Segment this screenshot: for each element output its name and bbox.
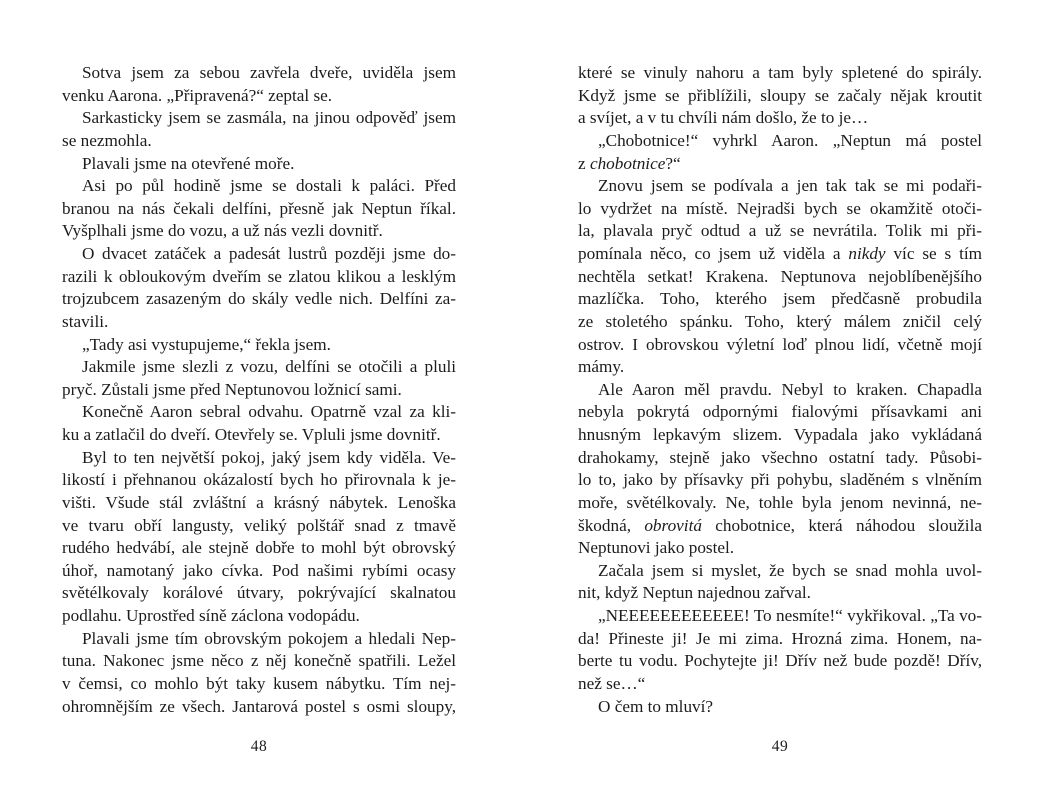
text-run: Konečně Aaron sebral odvahu. Opatrně vzal za kli- — [82, 402, 456, 422]
text-run-group — [578, 493, 982, 512]
italic-text-run: nikdy — [848, 244, 886, 263]
text-line — [578, 424, 982, 447]
text-run-group — [578, 86, 982, 105]
text-line — [578, 62, 982, 85]
text-line — [62, 537, 456, 560]
text-run-group — [578, 289, 982, 308]
text-run: z — [578, 153, 590, 173]
text-run: v čemsi, co mohlo být taky kusem nábytku. Tím nej- — [62, 673, 456, 693]
text-line — [62, 198, 456, 221]
text-line — [578, 696, 982, 719]
text-run-group — [82, 63, 456, 82]
text-run-group — [578, 448, 982, 467]
text-run: drahokamy, stejně jako všechno ostatní tady. Působi- — [578, 447, 982, 467]
text-line — [62, 424, 456, 447]
text-run: Začala jsem si myslet, že bych se snad mohla uvol- — [598, 560, 982, 580]
text-run: Neptunovi jako postel. — [578, 538, 735, 558]
text-run: rudého hedvábí, ale stejně dobře to mohl být obrovský — [62, 538, 456, 558]
text-line — [62, 153, 456, 176]
text-run-group — [578, 583, 811, 602]
text-run-group — [62, 131, 152, 150]
text-line — [62, 85, 456, 108]
text-run-group — [578, 63, 982, 82]
text-line — [578, 447, 982, 470]
text-run: „Chobotnice!“ vyhrkl Aaron. „Neptun má postel — [598, 130, 982, 150]
text-line — [578, 560, 982, 583]
text-run-group — [578, 425, 982, 444]
text-run-group — [82, 402, 456, 421]
text-run-group — [578, 516, 982, 535]
text-run: Byl to ten největší pokoj, jaký jsem kdy viděla. Ve- — [82, 447, 456, 467]
text-run: ?“ — [665, 153, 681, 173]
text-run-group — [598, 697, 713, 716]
text-line — [578, 515, 982, 538]
text-line — [578, 673, 982, 696]
text-run-group — [62, 425, 441, 444]
text-run: pryč. Zůstali jsme před Neptunovou ložnicí sami. — [62, 379, 402, 399]
text-line — [578, 130, 982, 153]
text-run-group — [578, 629, 982, 648]
text-run: Ale Aaron měl pravdu. Nebyl to kraken. Chapadla — [598, 379, 982, 399]
text-run: mámy. — [578, 357, 625, 377]
text-run-group — [82, 335, 331, 354]
italic-text-run: chobotnice — [589, 153, 666, 173]
text-line — [62, 605, 456, 628]
text-run: nebyla pokrytá odpornými fialovými přísavkami ani — [578, 402, 982, 422]
text-run: Plavali jsme tím obrovským pokojem a hledali Nep- — [82, 628, 456, 648]
text-run-group — [62, 606, 360, 625]
text-run-group — [82, 357, 456, 376]
text-line — [578, 492, 982, 515]
text-run: ostrov. I obrovskou výletní loď plnou lidí, včetně mojí — [578, 334, 982, 354]
text-run: a svíjet, a v tu chvíli nám došlo, že to je… — [578, 108, 869, 128]
page-right-text-block — [578, 62, 982, 718]
text-run: nechtěla setkat! Krakena. Neptunova nejoblíbenějšího — [578, 266, 982, 286]
text-line — [578, 198, 982, 221]
text-run-group — [578, 221, 982, 240]
text-run-group — [62, 493, 456, 512]
text-run: berte tu vodu. Pochytejte ji! Dřív než bude pozdě! Dřív, — [578, 651, 982, 671]
text-run-group — [578, 244, 982, 263]
text-run-group — [578, 199, 982, 218]
text-run: razili k obloukovým dveřím se zlatou klikou a lesklým — [62, 266, 456, 286]
text-line — [62, 334, 456, 357]
text-run: višti. Všude stál zvláštní a krásný nábytek. Lenoška — [62, 492, 456, 512]
text-run: nit, když Neptun najednou zařval. — [578, 583, 811, 603]
text-run-group — [578, 312, 982, 331]
text-run: branou na nás čekali delfíni, přesně jak Neptun říkal. — [62, 198, 456, 218]
text-run-group — [598, 131, 982, 150]
text-run: pomínala něco, co jsem už viděla a — [578, 244, 849, 263]
text-run: víc se s tím — [885, 244, 982, 263]
text-run: se nezmohla. — [62, 130, 152, 150]
text-line — [62, 469, 456, 492]
text-line — [62, 266, 456, 289]
text-line — [578, 175, 982, 198]
page-left-text-block — [62, 62, 456, 718]
text-run-group — [578, 674, 645, 693]
text-run: Když jsme se přiblížili, sloupy se začaly nějak kroutit — [578, 85, 982, 105]
text-run: O dvacet zatáček a padesát lustrů později jsme do- — [82, 244, 456, 263]
text-run-group — [62, 470, 456, 489]
text-line — [578, 582, 982, 605]
text-line — [62, 175, 456, 198]
text-line — [578, 605, 982, 628]
text-run-group — [62, 267, 456, 286]
text-line — [578, 356, 982, 379]
text-run: da! Přineste ji! Je mi zima. Hrozná zima. Honem, na- — [578, 628, 982, 648]
text-line — [62, 560, 456, 583]
text-run: světélkovaly korálové útvary, pokrývající skalnatou — [62, 583, 456, 603]
text-run-group — [62, 674, 456, 693]
text-line — [62, 379, 456, 402]
text-line — [62, 288, 456, 311]
text-run: ve tvaru obří langusty, veliký polštář snad z tmavě — [62, 515, 456, 535]
text-run: lo vydržet na místě. Nejradši bych se okamžitě otoči- — [578, 198, 982, 218]
text-run-group — [62, 289, 456, 308]
text-line — [578, 537, 982, 560]
text-run: Znovu jsem se podívala a jen tak tak se mi podaři- — [598, 176, 982, 196]
text-run: než se…“ — [578, 673, 646, 693]
text-run: které se vinuly nahoru a tam byly spletené do spirály. — [578, 63, 982, 82]
text-run: podlahu. Uprostřed síně záclona vodopádu. — [62, 606, 360, 625]
text-line — [62, 492, 456, 515]
text-run: stavili. — [62, 311, 109, 331]
text-run: škodná, — [578, 515, 645, 535]
italic-text-run: obrovitá — [644, 515, 702, 535]
text-run-group — [578, 402, 982, 421]
text-line — [62, 220, 456, 243]
text-line — [578, 469, 982, 492]
text-line — [578, 288, 982, 311]
text-run-group — [578, 357, 624, 376]
text-run: likostí i přehnanou okázalostí bych ho přirovnala k je- — [62, 470, 456, 490]
text-line — [62, 311, 456, 334]
text-run: Asi po půl hodině jsme se dostali k paláci. Před — [82, 176, 456, 196]
text-run: ku a zatlačil do dveří. Otevřely se. Vpluli jsme dovnitř. — [62, 425, 441, 444]
text-run: hnusným lepkavým slizem. Vypadala jako vykládaná — [578, 425, 982, 444]
text-run-group — [62, 86, 332, 105]
page-number-right: 49 — [771, 738, 789, 755]
text-run: chobotnice, která náhodou sloužila — [701, 515, 982, 535]
text-run: „NEEEEEEEEEEEE! To nesmíte!“ vykřikoval. „Ta vo- — [598, 606, 982, 625]
text-run-group — [578, 335, 982, 354]
text-run-group — [598, 606, 982, 625]
text-line — [578, 243, 982, 266]
text-line — [578, 650, 982, 673]
text-run-group — [578, 470, 982, 489]
text-run: trojzubcem zasazeným do skály vedle nich. Delfíni za- — [62, 289, 456, 309]
text-run: Sotva jsem za sebou zavřela dveře, uviděla jsem — [82, 63, 456, 82]
text-run: tuna. Nakonec jsme něco z něj konečně spatřili. Ležel — [62, 651, 456, 671]
text-line — [62, 673, 456, 696]
text-line — [578, 334, 982, 357]
text-run-group — [578, 267, 982, 286]
text-run-group — [62, 221, 383, 240]
text-run: Jakmile jsme slezli z vozu, delfíni se otočili a pluli — [82, 357, 456, 377]
text-run-group — [578, 154, 681, 173]
text-line — [578, 85, 982, 108]
text-line — [578, 266, 982, 289]
text-run-group — [598, 561, 982, 580]
text-line — [62, 356, 456, 379]
page-number-left: 48 — [250, 738, 268, 755]
text-line — [578, 107, 982, 130]
text-line — [62, 130, 456, 153]
text-line — [578, 401, 982, 424]
text-run: venku Aarona. „Připravená?“ zeptal se. — [62, 85, 333, 105]
text-line — [578, 311, 982, 334]
text-run-group — [82, 448, 456, 467]
text-run-group — [62, 561, 456, 580]
text-run-group — [82, 629, 456, 648]
text-run-group — [578, 538, 734, 557]
text-run-group — [62, 199, 456, 218]
text-run: moře, světélkovaly. Ne, tohle byla jenom nevinná, ne- — [578, 492, 982, 512]
text-run: Vyšplhali jsme do vozu, a už nás vezli dovnitř. — [62, 221, 383, 241]
text-run-group — [62, 380, 402, 399]
text-line — [578, 220, 982, 243]
text-run: lo to, jako by přísavky při pohybu, sladěném s vlněním — [578, 470, 982, 490]
text-run: la, plavala pryč odtud a už se nevrátila. Tolik mi při- — [578, 221, 982, 241]
text-run-group — [62, 312, 108, 331]
text-line — [62, 62, 456, 85]
text-line — [62, 107, 456, 130]
text-line — [62, 401, 456, 424]
text-line — [62, 515, 456, 538]
text-line — [578, 628, 982, 651]
text-line — [62, 447, 456, 470]
text-run-group — [62, 516, 456, 535]
text-run-group — [62, 538, 456, 557]
text-line — [62, 628, 456, 651]
text-run: Plavali jsme na otevřené moře. — [82, 153, 295, 173]
text-run-group — [578, 651, 982, 670]
text-line — [578, 379, 982, 402]
text-line — [62, 582, 456, 605]
text-line — [62, 696, 456, 719]
text-run-group — [598, 380, 982, 399]
text-run-group — [578, 108, 868, 127]
text-line — [578, 153, 982, 176]
text-run-group — [82, 108, 456, 127]
text-run: „Tady asi vystupujeme,“ řekla jsem. — [82, 334, 331, 354]
page-left — [62, 62, 456, 772]
text-line — [62, 243, 456, 266]
text-run-group — [62, 583, 456, 602]
text-line — [62, 650, 456, 673]
text-run-group — [598, 176, 982, 195]
text-run-group — [62, 697, 456, 716]
text-run: Sarkasticky jsem se zasmála, na jinou odpověď jsem — [82, 108, 456, 128]
text-run: ohromnějším ze všech. Jantarová postel s osmi sloupy, — [62, 696, 456, 716]
text-run-group — [62, 651, 456, 670]
text-run: úhoř, namotaný jako cívka. Pod našimi rybími ocasy — [62, 560, 456, 580]
text-run-group — [82, 244, 456, 263]
text-run: O čem to mluví? — [598, 696, 714, 716]
text-run-group — [82, 154, 294, 173]
text-run: mazlíčka. Toho, kterého jsem předčasně probudila — [578, 289, 982, 309]
page-right — [578, 62, 982, 772]
text-run-group — [82, 176, 456, 195]
text-run: ze stoletého spánku. Toho, který málem zničil celý — [578, 311, 982, 331]
